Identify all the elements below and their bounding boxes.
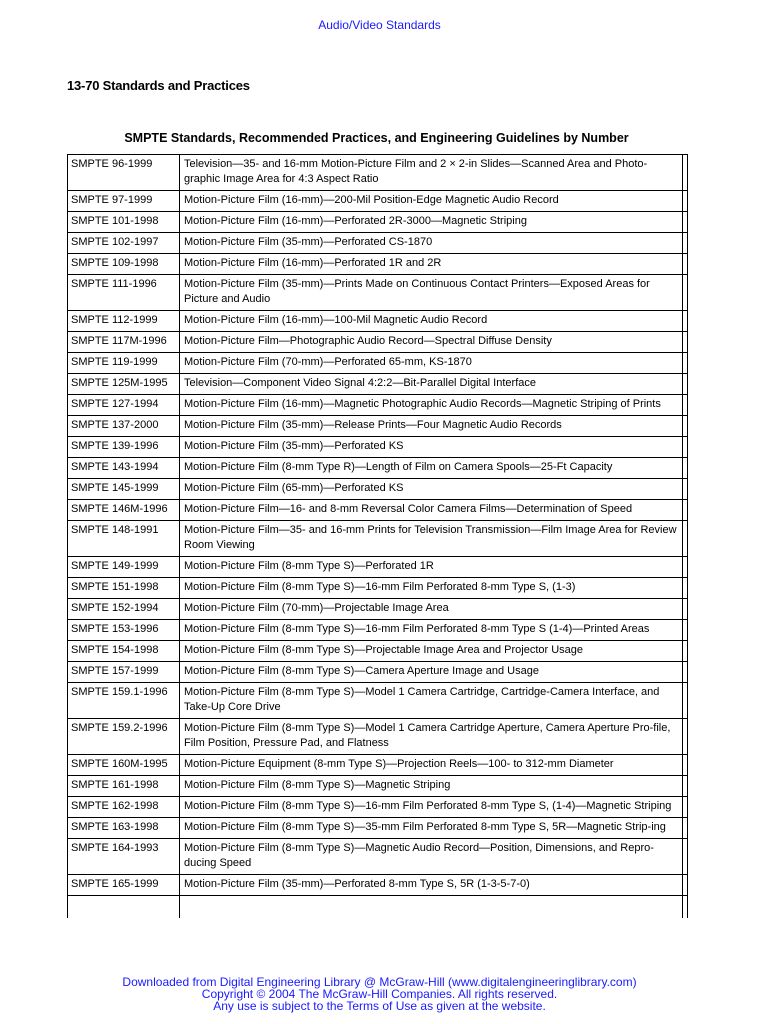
footer-terms[interactable]: Any use is subject to the Terms of Use as given at the website. (213, 999, 546, 1013)
running-head-link[interactable]: Audio/Video Standards (318, 18, 441, 32)
standard-number: SMPTE 151-1998 (68, 578, 180, 598)
table-row (68, 641, 687, 662)
standard-number: SMPTE 97-1999 (68, 191, 180, 211)
standard-title: Motion-Picture Film—35- and 16-mm Prints for Television Transmission—Film Image Area for Review Room Viewing (184, 524, 677, 551)
standard-title: Motion-Picture Film (8-mm Type S)—16-mm Film Perforated 8-mm Type S, (1-4)—Magnetic Striping (184, 800, 672, 812)
table-edge-rule (682, 374, 687, 394)
table-row (68, 479, 687, 500)
standard-title: Motion-Picture Film (8-mm Type S)—Magnetic Striping (184, 779, 451, 791)
table-row (68, 155, 687, 191)
footer-download-link[interactable]: Downloaded from Digital Engineering Library @ McGraw-Hill (www.digitalengineeringlibrary.com) (122, 975, 637, 989)
standard-number: SMPTE 164-1993 (68, 839, 180, 874)
standard-number: SMPTE 112-1999 (68, 311, 180, 331)
table-edge-rule (682, 578, 687, 598)
table-row (68, 521, 687, 557)
table-continuation (68, 896, 687, 918)
table-row (68, 374, 687, 395)
table-row (68, 212, 687, 233)
table-row (68, 578, 687, 599)
table-row (68, 416, 687, 437)
standard-title: Motion-Picture Film (35-mm)—Release Prints—Four Magnetic Audio Records (184, 419, 562, 431)
standard-number: SMPTE 165-1999 (68, 875, 180, 895)
table-edge-rule (682, 332, 687, 352)
table-edge-rule (682, 191, 687, 211)
standard-title: Motion-Picture Film (35-mm)—Perforated KS (184, 440, 404, 452)
standard-title: Motion-Picture Film (70-mm)—Perforated 65-mm, KS-1870 (184, 356, 472, 368)
table-row (68, 755, 687, 776)
table-edge-rule (682, 662, 687, 682)
table-edge-rule (682, 755, 687, 775)
standard-title: Motion-Picture Film (8-mm Type S)—Perforated 1R (184, 560, 434, 572)
table-edge-rule (682, 521, 687, 556)
standard-number: SMPTE 146M-1996 (68, 500, 180, 520)
table-row (68, 191, 687, 212)
standard-title: Motion-Picture Film—Photographic Audio Record—Spectral Diffuse Density (184, 335, 552, 347)
table-edge-rule (682, 233, 687, 253)
blank-cell (180, 896, 682, 918)
standard-number: SMPTE 154-1998 (68, 641, 180, 661)
table-edge-rule (682, 395, 687, 415)
standard-title: Motion-Picture Film (35-mm)—Perforated 8-mm Type S, 5R (1-3-5-7-0) (184, 878, 530, 890)
table-edge-rule (682, 212, 687, 232)
standard-number: SMPTE 111-1996 (68, 275, 180, 310)
table-row (68, 620, 687, 641)
table-row (68, 233, 687, 254)
blank-cell (68, 896, 180, 918)
table-edge-rule (682, 797, 687, 817)
standard-number: SMPTE 149-1999 (68, 557, 180, 577)
standard-number: SMPTE 109-1998 (68, 254, 180, 274)
standard-title: Motion-Picture Film (65-mm)—Perforated KS (184, 482, 404, 494)
standard-number: SMPTE 157-1999 (68, 662, 180, 682)
table-row (68, 458, 687, 479)
table-edge-rule (682, 719, 687, 754)
standard-number: SMPTE 102-1997 (68, 233, 180, 253)
table-edge-rule (682, 641, 687, 661)
standard-number: SMPTE 127-1994 (68, 395, 180, 415)
table-edge-rule (682, 353, 687, 373)
standard-title: Motion-Picture Film (8-mm Type S)—Projectable Image Area and Projector Usage (184, 644, 584, 656)
table-title: SMPTE Standards, Recommended Practices, and Engineering Guidelines by Number (124, 131, 629, 145)
table-row (68, 557, 687, 578)
table-row (68, 275, 687, 311)
table-row (68, 683, 687, 719)
table-row (68, 662, 687, 683)
standard-number: SMPTE 139-1996 (68, 437, 180, 457)
standard-title: Motion-Picture Film (35-mm)—Perforated CS-1870 (184, 236, 433, 248)
footer (0, 976, 759, 1012)
table-row (68, 776, 687, 797)
table-edge-rule (682, 500, 687, 520)
table-edge-rule (682, 839, 687, 874)
standard-number: SMPTE 163-1998 (68, 818, 180, 838)
table-row (68, 818, 687, 839)
table-edge-rule (682, 875, 687, 895)
table-edge-rule (682, 683, 687, 718)
table-row (68, 875, 687, 896)
standard-number: SMPTE 119-1999 (68, 353, 180, 373)
standard-title: Motion-Picture Film (16-mm)—Perforated 2R-3000—Magnetic Striping (184, 215, 527, 227)
standard-number: SMPTE 161-1998 (68, 776, 180, 796)
standard-number: SMPTE 145-1999 (68, 479, 180, 499)
table-row (68, 395, 687, 416)
table-edge-rule (682, 620, 687, 640)
table-edge-rule (682, 818, 687, 838)
standard-title: Motion-Picture Film (70-mm)—Projectable Image Area (184, 602, 449, 614)
table-row (68, 353, 687, 374)
standard-number: SMPTE 96-1999 (68, 155, 180, 190)
standard-number: SMPTE 117M-1996 (68, 332, 180, 352)
table-row (68, 839, 687, 875)
table-edge-rule (682, 776, 687, 796)
standard-number: SMPTE 137-2000 (68, 416, 180, 436)
table-edge-rule (682, 437, 687, 457)
footer-copyright: Copyright © 2004 The McGraw-Hill Companies. All rights reserved. (201, 987, 558, 1001)
table-edge-rule (682, 557, 687, 577)
standard-number: SMPTE 159.2-1996 (68, 719, 180, 754)
standard-title: Motion-Picture Film (8-mm Type S)—Camera Aperture Image and Usage (184, 665, 539, 677)
standard-title: Motion-Picture Film (8-mm Type S)—16-mm Film Perforated 8-mm Type S (1-4)—Printed Areas (184, 623, 650, 635)
standard-number: SMPTE 152-1994 (68, 599, 180, 619)
standard-title: Motion-Picture Film (8-mm Type R)—Length of Film on Camera Spools—25-Ft Capacity (184, 461, 613, 473)
standard-number: SMPTE 143-1994 (68, 458, 180, 478)
standard-number: SMPTE 153-1996 (68, 620, 180, 640)
standard-title: Motion-Picture Film (35-mm)—Prints Made on Continuous Contact Printers—Exposed Areas for Picture and Audio (184, 278, 650, 305)
standard-title: Motion-Picture Film (8-mm Type S)—Model 1 Camera Cartridge, Cartridge-Camera Interface, and Take-Up Core Drive (184, 686, 660, 713)
table-edge-rule (682, 479, 687, 499)
table-row (68, 719, 687, 755)
standard-number: SMPTE 159.1-1996 (68, 683, 180, 718)
standard-title: Motion-Picture Film (8-mm Type S)—Model 1 Camera Cartridge Aperture, Camera Aperture Pro-file, Film Position, Pressure Pad, and Flatness (184, 722, 671, 749)
standard-title: Motion-Picture Film (8-mm Type S)—35-mm Film Perforated 8-mm Type S, 5R—Magnetic Strip-ing (184, 821, 666, 833)
standard-number: SMPTE 160M-1995 (68, 755, 180, 775)
table-row (68, 332, 687, 353)
table-edge-rule (682, 275, 687, 310)
standard-title: Motion-Picture Film (16-mm)—100-Mil Magnetic Audio Record (184, 314, 488, 326)
standards-table (67, 154, 688, 918)
table-edge-rule (682, 599, 687, 619)
table-row (68, 437, 687, 458)
table-row (68, 311, 687, 332)
standard-title: Motion-Picture Film—16- and 8-mm Reversal Color Camera Films—Determination of Speed (184, 503, 633, 515)
standard-title: Motion-Picture Film (16-mm)—Magnetic Photographic Audio Records—Magnetic Striping of Prints (184, 398, 661, 410)
standard-title: Motion-Picture Film (16-mm)—200-Mil Position-Edge Magnetic Audio Record (184, 194, 559, 206)
standard-number: SMPTE 101-1998 (68, 212, 180, 232)
table-edge-rule (682, 458, 687, 478)
standard-number: SMPTE 162-1998 (68, 797, 180, 817)
table-row (68, 797, 687, 818)
standard-title: Motion-Picture Film (8-mm Type S)—16-mm Film Perforated 8-mm Type S, (1-3) (184, 581, 576, 593)
standard-title: Television—Component Video Signal 4:2:2—Bit-Parallel Digital Interface (184, 377, 536, 389)
standard-title: Motion-Picture Film (16-mm)—Perforated 1R and 2R (184, 257, 442, 269)
table-edge-rule (682, 254, 687, 274)
standard-number: SMPTE 125M-1995 (68, 374, 180, 394)
table-row (68, 599, 687, 620)
section-heading: 13-70 Standards and Practices (67, 78, 250, 93)
table-edge-rule (682, 311, 687, 331)
standard-number: SMPTE 148-1991 (68, 521, 180, 556)
table-edge-rule (682, 416, 687, 436)
table-edge-rule (682, 155, 687, 190)
standard-title: Motion-Picture Equipment (8-mm Type S)—Projection Reels—100- to 312-mm Diameter (184, 758, 614, 770)
standard-title: Television—35- and 16-mm Motion-Picture Film and 2 × 2-in Slides—Scanned Area and Photo-graphic Image Area for 4:3 Aspect Ratio (184, 158, 648, 185)
table-edge-rule (682, 896, 687, 918)
table-row (68, 254, 687, 275)
standard-title: Motion-Picture Film (8-mm Type S)—Magnetic Audio Record—Position, Dimensions, and Repro-ducing Speed (184, 842, 654, 869)
table-row (68, 500, 687, 521)
